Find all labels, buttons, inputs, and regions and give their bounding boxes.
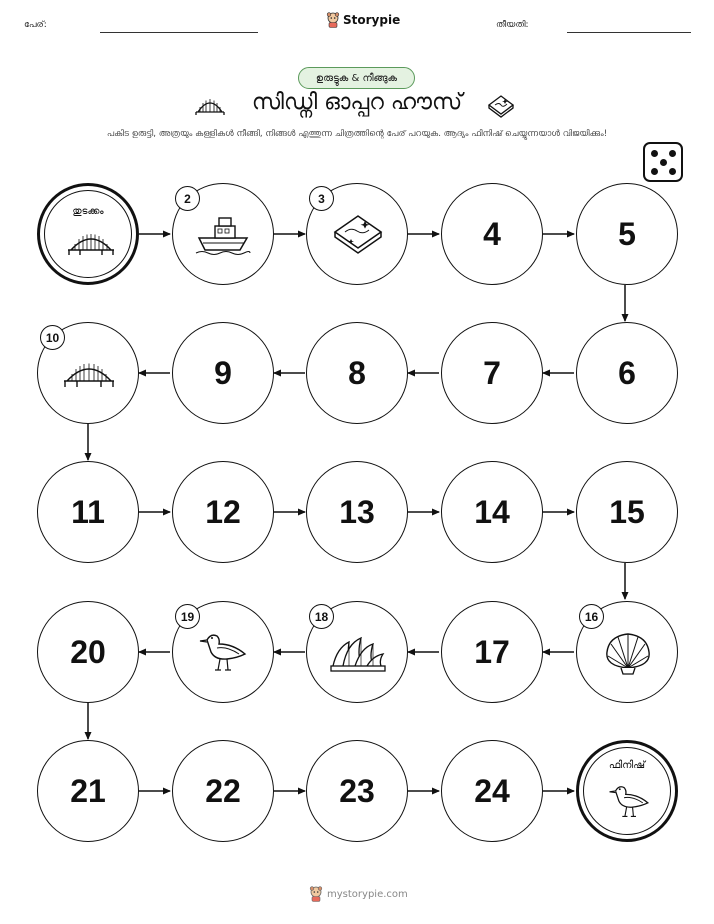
board-cell-6[interactable]: [576, 322, 678, 424]
brand-name: Storypie: [343, 13, 401, 27]
boat-icon: [195, 214, 251, 256]
board-cell-23[interactable]: [306, 740, 408, 842]
board-cell-9[interactable]: [172, 322, 274, 424]
cell-number: 9: [214, 354, 232, 391]
board-cell-2[interactable]: [172, 183, 274, 285]
board-cell-15[interactable]: [576, 461, 678, 563]
board-cell-8[interactable]: [306, 322, 408, 424]
board-cell-14[interactable]: [441, 461, 543, 563]
board-cell-22[interactable]: [172, 740, 274, 842]
board-cell-12[interactable]: [172, 461, 274, 563]
map-icon: [331, 212, 385, 258]
start-label: തുടക്കം: [72, 206, 104, 217]
instructions: പകിട ഉരുട്ടി, അത്രയും കള്ളികൾ നീങ്ങി, നിങ്ങൾ എത്തുന്ന ചിത്രത്തിന്റെ പേര് പറയുക. ആദ്യം ഫിനിഷ് ചെയ്യുന്നയാൾ വിജയിക്കും!: [106, 129, 608, 139]
board-cell-19[interactable]: [172, 601, 274, 703]
cell-number: 12: [205, 493, 241, 530]
cell-number: 21: [70, 772, 106, 809]
cell-number: 5: [618, 215, 636, 252]
finish-label: ഫിനിഷ്: [608, 760, 646, 771]
cell-number: 15: [609, 493, 645, 530]
cell-number-badge: 18: [309, 604, 334, 629]
name-label: പേര്:: [24, 20, 47, 30]
board-cell-18[interactable]: [306, 601, 408, 703]
page-title: സിഡ്നി ഓപ്പറ ഹൗസ്: [251, 90, 463, 115]
cell-number: 8: [348, 354, 366, 391]
board-cell-5[interactable]: [576, 183, 678, 285]
cell-number: 13: [339, 493, 375, 530]
bridge-icon: [62, 359, 116, 389]
cell-number: 14: [474, 493, 510, 530]
mascot-icon: [309, 886, 323, 902]
cell-number: 23: [339, 772, 375, 809]
board-cell-3[interactable]: [306, 183, 408, 285]
opera-house-icon: [329, 634, 387, 674]
bridge-icon: [66, 230, 116, 256]
game-type-badge: ഉരുട്ടുക & നീങ്ങുക: [298, 67, 415, 89]
board-cell-10[interactable]: [37, 322, 139, 424]
cell-number: 20: [70, 633, 106, 670]
board-cell-17[interactable]: [441, 601, 543, 703]
board-cell-21[interactable]: [37, 740, 139, 842]
cell-number-badge: 3: [309, 186, 334, 211]
seagull-icon: [607, 779, 653, 825]
cell-number: 7: [483, 354, 501, 391]
date-label: തീയതി:: [496, 20, 529, 30]
board-cell-20[interactable]: [37, 601, 139, 703]
cell-number: 22: [205, 772, 241, 809]
board-cell-24[interactable]: [441, 740, 543, 842]
finish-cell[interactable]: [576, 740, 678, 842]
board-cell-11[interactable]: [37, 461, 139, 563]
start-cell[interactable]: [37, 183, 139, 285]
board-cell-4[interactable]: [441, 183, 543, 285]
cell-number: 4: [483, 215, 501, 252]
board-cell-13[interactable]: [306, 461, 408, 563]
cell-number-badge: 16: [579, 604, 604, 629]
cell-number: 6: [618, 354, 636, 391]
seagull-icon: [197, 628, 251, 678]
board-cell-16[interactable]: [576, 601, 678, 703]
footer: [309, 886, 408, 902]
cell-number: 17: [474, 633, 510, 670]
board-cell-7[interactable]: [441, 322, 543, 424]
cell-number-badge: 10: [40, 325, 65, 350]
shell-icon: [603, 630, 653, 676]
cell-number-badge: 19: [175, 604, 200, 629]
cell-number: 24: [474, 772, 510, 809]
cell-number-badge: 2: [175, 186, 200, 211]
cell-number: 11: [71, 493, 105, 530]
footer-url[interactable]: mystorypie.com: [327, 888, 408, 900]
